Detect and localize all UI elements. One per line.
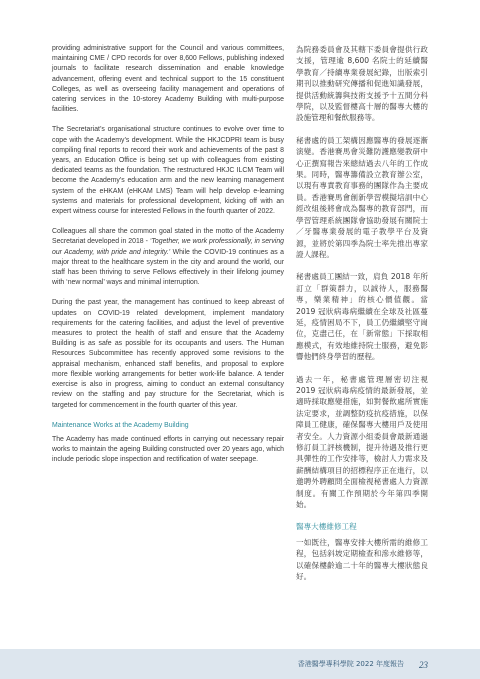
chinese-column	[296, 44, 428, 593]
en-paragraph-organisational-structure: The Secretariat’s organisational structure continues to evolve over time to cope with the Academy’s development. While the HKJCDPRI team is busy compiling final reports to record their work and achievements of the past 8 years, an Education Office is being set up with colleagues from existing dedicated teams as the foundation. The restructured HKJC ILCM Team will become the Academy’s education arm and the new learning management system of the eHKAM (eHKAM LMS) Team will help develop e-learning systems and materials for professional development, kicking off with an expert witness course for interested Fellows in the fourth quarter of 2022.	[52, 126, 284, 216]
english-column	[52, 44, 284, 476]
en-section-heading-maintenance: Maintenance Works at the Academy Building	[52, 421, 189, 429]
footer-band	[0, 649, 480, 679]
en-paragraph-covid-management: During the past year, the management has continued to keep abreast of updates on COVID-19 related development, implement mandatory requirements for the catering facilities, and adjust the level of preventive measures to protect the health of staff and ensure that the Academy Building is as safe as possible for its occupants and users. The Human Resources Subcommittee has recently approved some revisions to the appraisal mechanism, enhanced staff benefits, and proposal to explore more flexible working arrangements for better work-life balance. A tender exercise is also in progress, aiming to conduct an external consultancy review on the staffing and pay structure for the Secretariat, which is targeted for commencement in the fourth quarter of this year.	[52, 299, 284, 409]
zh-paragraph-maintenance: 一如既往，醫專安排大樓所需的維修工程，包括斜坡定期檢查和滲水維修等，以確保樓齡逾二十年的醫專大樓狀態良好。	[296, 537, 428, 582]
page-number: 23	[419, 660, 428, 670]
zh-paragraph-organisational-structure: 秘書處的員工架構因應醫專的發展逐漸演變。香港賽馬會災難防護應變教研中心正撰寫報告來總結過去八年的工作成果。同時，醫專籌備設立教育辦公室，以現有專責教育事務的團隊作為主要成員。香港賽馬會創新學習模擬培訓中心經改組後將會成為醫專的教育部門，而學習管理系統團隊會協助發展有關院士／牙醫專業發展的電子教學平台及資源，並將於第四季為院士率先推出專家證人課程。	[296, 135, 428, 259]
en-paragraph-common-goal	[52, 227, 284, 288]
zh-paragraph-admin-support: 為院務委員會及其轄下委員會提供行政支援，管理逾 8,600 名院士的延續醫學教育／持續專業發展紀錄，出版索引期刊以推動研究傳播和促進知識發展，提供活動統籌與技術支援予十五間分科學院，以及監督樓高十層的醫專大樓的設施管理和餐飲服務等。	[296, 45, 428, 123]
zh-section-heading-maintenance: 醫專大樓維修工程	[296, 522, 357, 532]
en-motto-quote: ‘Together, we work professionally, in serving our Academy, with pride and integrity.’	[52, 238, 284, 256]
en-paragraph-admin-support: providing administrative support for the Council and various committees, maintaining CME / CPD records for over 8,600 Fellows, publishing indexed journals to facilitate research dissemination and enable knowledge advancement, offering event and technical support to the 15 constituent Colleges, as well as overseeing facility management and operations of catering services in the 10-storey Academy Building with multi-purpose facilities.	[52, 45, 284, 114]
en-covid-text: While the COVID-19 continues as a major threat to the healthcare system in the city and around the world, our staff has been thriving to serve Fellows effectively in their lifelong journey with ‘new normal’ ways and minimal interruption.	[52, 248, 284, 287]
en-motto-intro: Colleagues all share the common goal stated in the motto of the Academy Secretariat developed in 2018 -	[52, 228, 284, 246]
zh-paragraph-covid-management: 過去一年，秘書處管理層密切注視 2019 冠狀病毒病疫情的最新發展，並適時採取應變措施，如對餐飲處所實施法定要求，並調整防疫抗疫措施，以保障員工健康，確保醫專大樓用戶及使用者安全。人力資源小組委員會最新通過修訂員工評核機制，提升待遇及推行更具彈性的工作安排等，檢討人力需求及薪酬結構項目的招標程序正在進行，以邀聘外聘顧問全面檢視秘書處人力資源制度。有關工作預期於今年第四季開始。	[296, 374, 428, 510]
zh-paragraph-common-goal: 秘書處員工團結一致，肩負 2018 年所訂立「群策群力，以誠待人，服務醫專，樂業精神」的核心價值觀。當 2019 冠狀病毒病繼續在全球及社區蔓延，疫情困局不下，員工仍繼續堅守崗位，克盡己任，在「新常態」下採取相應模式，有效地維持院士服務，避免影響他們終身學習的歷程。	[296, 272, 428, 362]
en-paragraph-maintenance: The Academy has made continued efforts in carrying out necessary repair works to maintain the ageing Building constructed over 20 years ago, which include periodic slope inspection and rectification of water seepage.	[52, 435, 284, 464]
footer-publication-title: 香港醫學專科學院 2022 年度報告	[297, 660, 404, 668]
